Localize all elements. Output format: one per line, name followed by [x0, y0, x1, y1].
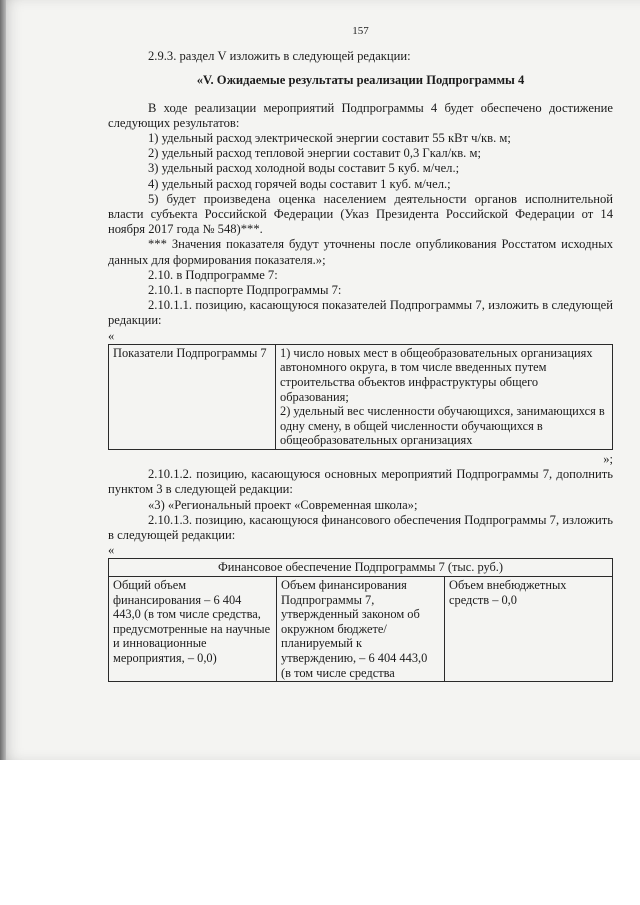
document-page	[108, 24, 613, 682]
financing-header-cell: Финансовое обеспечение Подпрограммы 7 (тыс. руб.)	[109, 559, 613, 577]
table-row	[109, 344, 613, 449]
paragraph-2-10-1-2-item: «3) «Региональный проект «Современная школа»;	[148, 497, 418, 512]
paragraph-2-10-1-2: 2.10.1.2. позицию, касающуюся основных мероприятий Подпрограммы 7, дополнить пунктом 3 в следующей редакции:	[108, 467, 613, 497]
indicators-table	[108, 344, 613, 450]
result-item: 4) удельный расход горячей воды составит 1 куб. м/чел.;	[148, 176, 451, 191]
paragraph-2-10-1-1: 2.10.1.1. позицию, касающуюся показателей Подпрограммы 7, изложить в следующей редакции:	[108, 298, 613, 328]
indicator-1: 1) число новых мест в общеобразовательных организациях автономного округа, в том числе введенных путем строительства объектов инфраструктуры общего образования;	[280, 345, 593, 404]
paragraph-2-10-1-3: 2.10.1.3. позицию, касающуюся финансового обеспечения Подпрограммы 7, изложить в следующей редакции:	[108, 512, 613, 543]
result-item: 3) удельный расход холодной воды составит 5 куб. м/чел.;	[148, 161, 460, 176]
result-item: 2) удельный расход тепловой энергии составит 0,3 Гкал/кв. м;	[148, 146, 481, 161]
financing-budget-cell: Объем финансирования Подпрограммы 7, утвержденный законом об окружном бюджете/ планируемый к утверждению, – 6 404 443,0 (в том числе средства	[277, 577, 445, 682]
indicator-2: 2) удельный вес численности обучающихся, занимающихся в одну смену, в общей численности обучающихся в общеобразовательных организациях	[280, 404, 605, 448]
quote-open-2: «	[108, 543, 115, 558]
result-item: 5) будет произведена оценка населением деятельности органов исполнительной власти субъекта Российской Федерации (Указ Президента Российской Федерации от 14 ноября 2017 года № 548)***.	[108, 191, 613, 237]
page-number: 157	[352, 25, 369, 37]
quote-close: »;	[603, 452, 613, 467]
indicators-label-cell: Показатели Подпрограммы 7	[109, 344, 276, 449]
indicators-value-cell	[276, 344, 613, 449]
blank-margin	[0, 760, 640, 905]
table-row	[109, 559, 613, 577]
financing-table	[108, 558, 613, 682]
paragraph-2-9-3: 2.9.3. раздел V изложить в следующей редакции:	[148, 49, 411, 64]
paragraph-2-10-1: 2.10.1. в паспорте Подпрограммы 7:	[148, 283, 342, 298]
intro-paragraph: В ходе реализации мероприятий Подпрограммы 4 будет обеспечено достижение следующих результатов:	[108, 100, 613, 130]
result-item: 1) удельный расход электрической энергии составит 55 кВт ч/кв. м;	[148, 131, 511, 146]
financing-extrabudget-cell: Объем внебюджетных средств – 0,0	[445, 577, 613, 682]
financing-total-cell: Общий объем финансирования – 6 404 443,0 (в том числе средства, предусмотренные на научные и инновационные мероприятия, – 0,0)	[109, 577, 277, 682]
section-heading: «V. Ожидаемые результаты реализации Подпрограммы 4	[196, 73, 525, 88]
footnote: *** Значения показателя будут уточнены после опубликования Росстатом исходных данных для формирования показателя.»;	[108, 237, 613, 267]
paragraph-2-10: 2.10. в Подпрограмме 7:	[148, 267, 278, 282]
quote-open: «	[108, 328, 115, 343]
table-row	[109, 577, 613, 682]
